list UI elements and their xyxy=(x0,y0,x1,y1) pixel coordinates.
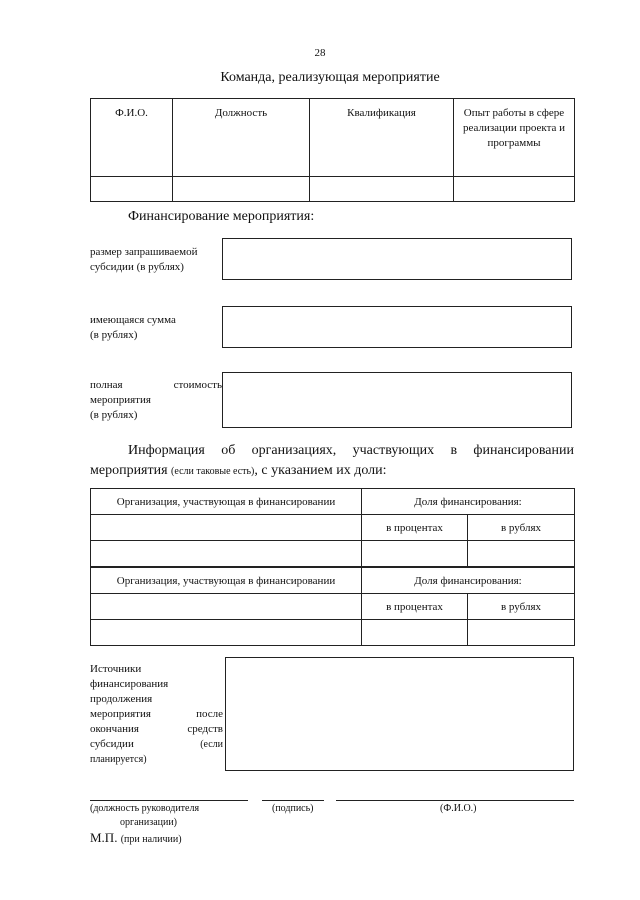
name-signature-line[interactable] xyxy=(336,800,574,801)
sign-caption: (подпись) xyxy=(272,803,314,814)
team-cell-position[interactable] xyxy=(173,177,310,202)
org-header: Организация, участвующая в финансировании xyxy=(91,568,362,594)
sources-line7: планируется) xyxy=(90,754,147,765)
available-amount-label-line2: (в рублях) xyxy=(90,329,138,341)
organizations-intro-end: , с указанием их доли: xyxy=(254,463,387,478)
share-header: Доля финансирования: xyxy=(362,568,575,594)
page-number: 28 xyxy=(314,47,326,59)
requested-subsidy-label: размер запрашиваемой субсидии (в рублях) xyxy=(90,246,198,273)
organizations-intro-note: (если таковые есть) xyxy=(171,466,255,477)
sources-label xyxy=(90,662,223,767)
team-header-experience: Опыт работы в сфере реализации проекта и программы xyxy=(454,99,575,177)
sources-line2: финансирования xyxy=(90,678,169,690)
team-table xyxy=(90,98,575,202)
team-header-qualification: Квалификация xyxy=(310,99,454,177)
org-cell[interactable] xyxy=(91,620,362,646)
requested-subsidy-field[interactable] xyxy=(222,238,572,280)
org-header-row xyxy=(91,489,575,515)
percent-cell[interactable] xyxy=(362,620,468,646)
org-header-row xyxy=(91,568,575,594)
org-header: Организация, участвующая в финансировании xyxy=(91,489,362,515)
position-caption-line2: организации) xyxy=(120,817,178,828)
team-cell-experience[interactable] xyxy=(454,177,575,202)
percent-header: в процентах xyxy=(362,515,468,541)
total-cost-field[interactable] xyxy=(222,372,572,428)
sources-line5b: средств xyxy=(187,723,223,735)
team-cell-qualification[interactable] xyxy=(310,177,454,202)
rubles-header: в рублях xyxy=(468,515,575,541)
position-caption-line1: (должность руководителя xyxy=(90,803,200,814)
percent-header: в процентах xyxy=(362,594,468,620)
sources-row5 xyxy=(90,722,223,737)
organization-table-1 xyxy=(90,488,575,567)
stamp-label xyxy=(90,830,182,846)
available-amount-label xyxy=(90,313,176,343)
org-data-row xyxy=(91,620,575,646)
team-title: Команда, реализующая мероприятие xyxy=(220,70,440,85)
organization-table-2 xyxy=(90,567,575,646)
team-header-fio: Ф.И.О. xyxy=(91,99,173,177)
sources-line5a: окончания xyxy=(90,723,139,735)
position-caption xyxy=(90,802,248,830)
sources-line3: продолжения xyxy=(90,693,153,705)
total-cost-word-event: мероприятия xyxy=(90,394,151,406)
org-name-cell[interactable] xyxy=(91,515,362,541)
organizations-intro xyxy=(90,441,574,482)
rubles-cell[interactable] xyxy=(468,541,575,567)
share-header: Доля финансирования: xyxy=(362,489,575,515)
org-name-cell[interactable] xyxy=(91,594,362,620)
org-data-row xyxy=(91,541,575,567)
org-cell[interactable] xyxy=(91,541,362,567)
team-header-row xyxy=(91,99,575,177)
rubles-header: в рублях xyxy=(468,594,575,620)
sources-line4a: мероприятия xyxy=(90,708,151,720)
financing-title: Финансирование мероприятия: xyxy=(128,209,315,224)
total-cost-word-full: полная xyxy=(90,379,123,391)
available-amount-label-line1: имеющаяся сумма xyxy=(90,314,176,326)
organizations-intro-main: Информация об организациях, участвующих в финансировании мероприятия xyxy=(90,443,574,478)
available-amount-field[interactable] xyxy=(222,306,572,348)
sources-line1: Источники xyxy=(90,663,142,675)
org-subheader-row xyxy=(91,594,575,620)
total-cost-word-rubles: (в рублях) xyxy=(90,409,138,421)
total-cost-label xyxy=(90,378,222,423)
team-row xyxy=(91,177,575,202)
total-cost-word-cost: стоимость xyxy=(173,379,222,391)
org-subheader-row xyxy=(91,515,575,541)
sources-line6a: субсидии xyxy=(90,738,134,750)
team-header-position: Должность xyxy=(173,99,310,177)
sources-line6b: (если xyxy=(200,739,223,750)
sign-signature-line[interactable] xyxy=(262,800,324,801)
percent-cell[interactable] xyxy=(362,541,468,567)
stamp-note: (при наличии) xyxy=(120,834,182,845)
sources-row6 xyxy=(90,737,223,752)
position-signature-line[interactable] xyxy=(90,800,248,801)
team-cell-fio[interactable] xyxy=(91,177,173,202)
sources-row4 xyxy=(90,707,223,722)
stamp-mp: М.П. xyxy=(90,830,118,845)
total-cost-label-row xyxy=(90,378,222,393)
rubles-cell[interactable] xyxy=(468,620,575,646)
sources-field[interactable] xyxy=(225,657,574,771)
name-caption: (Ф.И.О.) xyxy=(440,803,477,814)
sources-line4b: после xyxy=(196,708,223,720)
